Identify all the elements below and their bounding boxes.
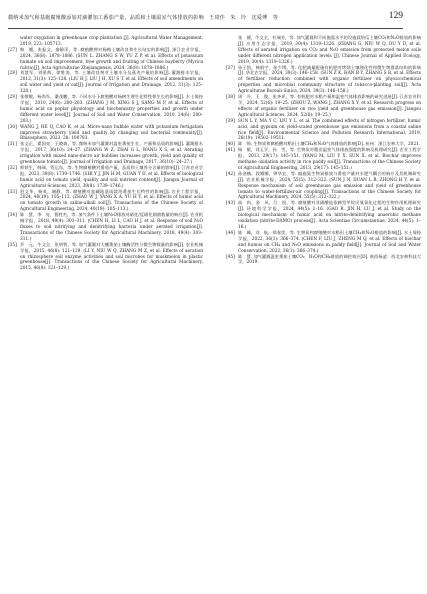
reference-number: [40] [226,142,235,148]
reference-text: 师铁生，韩瑞，管运东，等. 生物腐植酸对番茄产量、品质和土壤养分含量的影响[J]. 江苏农业学报，2023, 39(8): 1739–1746. (SHI Y J, JIN H M, GUAN Y D, et al. Effects of biological humic acid on tomato yield, quality and soil nutrient content[J]. Jiangsu Journal of Agricultural Sciences, 2023, 39(8): 1739–1746.) [20,165,203,189]
reference-entry [8,190,203,214]
reference-text: 韩 娜，张振文，俞静萍，等. 腐植酸钾对杨梅土壤改良和生长结实的影响[J]. 浙江农业学报，2024, 36(8): 1878–1886. (SUN L, ZHANG S W, YU Z P, et al. Effects of potassium humate on soil improvement, tree growth and fruiting of Chinese bayberry (Myrica rubra)[J]. Acta Agriculturae Zhejiangensis, 2024, 36(8): 1878–1886.) [20,47,203,71]
reference-entry [8,213,203,243]
reference-number: [43] [226,201,235,207]
left-column [8,36,203,272]
reference-number: [37] [226,65,235,71]
reference-text: 赵文华，杨英，谢静，等. 腐殖酸对盐碱地基质栽培番茄生长特性的影响[J]. 农业工程学报，2024, 40(19): 105–113. (ZHAO W J, YANG X A, YU H Y, et al. Effects of humic acid on tomato growth in saline-alkali soil[J]. Transactions of the Chinese Society of Agricultural Engineering, 2024, 40(19): 105–113.) [20,189,203,213]
reference-entry [226,66,421,96]
running-header [8,11,403,29]
reference-entry [226,148,421,172]
reference-entry [8,95,203,125]
reference-text: 乔 元，牛文全，张明智，等. 加气灌溉对大棚番茄土壤酶活性与微生物数量的影响[J]. 农业机械学报，2015, 46(8): 121–129. (LI Y, NIU W Q, ZHANG M Z, et al. Effects of aeration on rhizosphere soil enzyme activities and soil microbes for muskmelon in plastic greenhouse[J]. Transactions of the Chinese Society for Agricultural Machinery, 2015, 46(8): 121–129.) [20,242,203,272]
reference-entry [8,166,203,190]
reference-text: 孙子凯，韩炳宇，张少博，等. 化肥减量配施有机肥对烤烟土壤理化性和微生物群落结构的影响[J]. 华北农学报，2024, 39(3): 146–158. (SUN Z K, HAN B Y, ZHANG S B, et al. Effects of fertilizer reduction combined with organic fertilizer on physicochemical properties and microbial community structure of tobacco-planting soil[J]. Acta Agriculturae Boreali-Sinica, 2024, 39(3): 146–158.) [238,65,421,95]
reference-text: WANG J, HE Q, CAO K, et al. Micro-nano bubble water with potassium fertigation improves strawberry yield and quality by changing soil bacterial community[J]. Rhizosphere, 2023, 28: 100783. [20,124,203,142]
reference-entry [226,231,421,255]
running-title: 微纳米加气和基施腐殖酸添加对滴灌加工番茄产量、品质和土壤温室气体排放的影响 王琦佳 朱 玲 沈爱博 等 [8,15,278,21]
reference-list-right [226,66,421,267]
reference-number: [31] [8,142,17,148]
reference-entry [226,255,421,267]
reference-entry [226,95,421,119]
right-column [226,36,421,266]
reference-entry [8,125,203,143]
reference-text: 陈 锦. 生物炭和腐植酸对稻田土壤CH₄和N₂O气体排放的影响[D]. 杭州：浙江农林大学，2021. [238,142,421,148]
reference-number: [33] [8,189,17,195]
reference-text: 陈 慧，李 亮，曹胜杰，等. 加气条件下土壤N₂O排放对硝化/反硝化细菌数量的响应[J]. 农业机械学报，2018, 49(4): 303–311. (CHEN H, LI L, CAO H J, et al. Response of soil N₂O fluxes to soil nitrifying and denitrifying bacteria under aerated irrigation[J]. Transactions of the Chinese Society for Agricultural Machinery, 2018, 49(4): 303–311.) [20,213,203,242]
reference-number: [38] [226,95,235,101]
reference-number: [34] [8,213,17,219]
reference-entry [226,119,421,143]
reference-list-left [8,48,203,272]
reference-number: [28] [8,71,17,77]
reference-entry [8,48,203,72]
reference-number: [30] [8,124,17,130]
reference-entry [226,201,421,231]
reference-number: [35] [8,242,17,248]
reference-number: [42] [226,171,235,177]
reference-text: 陈 慧. 加气灌溉温室番茄土壤CO₂、N₂O和CH₄排放的调控效应[D]. 陕西杨凌：西北农林科技大学，2019. [238,254,421,266]
reference-number: [27] [8,47,17,53]
reference-text: 张敬敏，杨尚军，桑茂鹏，等. 不同水分下腐殖酸对杨树生理生化特性和生长的影响[J]. 水土保持学报，2010, 24(6): 200–203. (ZHANG J M, XING S J, SANG M P, et al. Effects of humic acid on poplar physiology and biochemistry properties and growth under different water level[J]. Journal of Soil and Water Conservation, 2010, 24(6): 200–203.) [20,95,203,124]
reference-text: 杨 敏，刘玉学，孙 雪，等. 生物炭对稻田温室气体排放强度的影响及机理研究[J]. 农业工程学报，2013, 29(17): 145–151. (YANG M, LIU Y X, SUN X, et al. Biochar improves methane oxidation activity in rice paddy soil[J]. Transactions of the Chinese Society of Agricultural Engineering, 2013, 29(17): 145–151.) [238,148,421,171]
reference-text: 周 升，王 俊，张齐祥，等. 有机肥对水稻产量和温室气体排放影响的研究进展[J]. 江苏农业科学，2024, 52(6): 19–25. (ZHOU Z, WANG J, ZHANG X Y, et al. Research progress on effects of organic fertilizer on rice yield and greenhouse gas emission[J]. Jiangsu Agricultural Sciences, 2024, 52(6): 19–25.) [238,95,421,118]
reference-entry [8,243,203,273]
reference-continuation: 张 健，牛文全，杜瑞芳，等. 加气灌溉和不同施氮水平的设施栽培瓜土壤CO₂和N₂O排放的影响[J]. 应用生态学报，2019, 30(4): 1319–1326. (ZHANG G, NIU W Q, DU Y D, et al. Effects of aerated irrigation on CO₂ and N₂O emission from protected melon soils under different nitrogen application levels [J]. Chinese Journal of Applied Ecology, 2019, 30(4): 1319–1326.) [238,36,421,65]
reference-text: 高 冉，金 风，吕 锐，等. 腐殖酸对亚硝酸盐依赖型甲烷厌氧氧化过程的生物作用机理研究[J]. 环境科学学报，2024, 44(5): 1–16. (GAO R, JIN H, LU J, et al. Study on the biological mechanism of humic acid on nitrite-denitrifying anaerobic methane oxidation (nitrite-DAMO) process[J]. Acta Scientiae Circumstantiae, 2024, 44(5): 1–16.) [238,201,421,230]
reference-entry [8,71,203,95]
reference-number: [39] [226,118,235,124]
reference-text: 刘慧军，刘景辉，徐胜涛，等. 土壤改良剂对土壤水分及燕麦产量的影响[J]. 灌溉排水学报，2012, 31(3): 125–128. (LIU H J, LIU J H, XU S T, et al. Effects of soil amendments on soil water and yield of oat[J]. Journal of Irrigation and Drainage, 2012, 31(3): 125–128.) [20,71,203,95]
page-number: 129 [388,11,403,21]
reference-number: [41] [226,148,235,154]
reference-number: [44] [226,230,235,236]
reference-text: 孙金楠，段娜娜，钟华宜，等. 偏施氮生物炭排放与番茄产量对水肥气耦合的响应及其机制研究[J]. 农业机械学报，2024, 55(5): 312–322. (SUN J N, DUAN L B, ZHONG H Y, et al. Response mechanism of soil greenhouse gas emission and yield of greenhouse tomato to water-fertilizer-air coupling[J]. Transactions of the Chinese Society for Agricultural Machinery, 2024, 55(5): 312–322.) [238,171,421,201]
reference-text: SUN L Y, MA Y C, LIU Y L, et al. The combined effects of nitrogen fertilizer, humic acid, and gypsum on yield-scaled greenhouse gas emissions from a coastal saline rice field[J]. Environmental Science and Pollution Research International, 2019, 26(19): 19502–19511. [238,118,421,142]
reference-number: [29] [8,95,17,101]
reference-number: [32] [8,165,17,171]
reference-text: 张文正，翟国亮，王晓森，等. 微纳米加气灌溉对温室番茄生长、产量和品质的影响[J]. 灌溉排水学报，2017, 36(10): 24–27. (ZHANG W Z, ZHAI G L, WANG X S, et al. Aerating irrigation with mixed nano-micro air bubbles increases growth, yield and quality of greenhouse tomato[J]. Journal of Irrigation and Drainage, 2017, 36(10): 24–27.) [20,142,203,166]
reference-text: 陈 峰，刘 航，郑春雷，等. 生物炭和腐殖酸对水稻田土壤CH₄和N₂O排放的影响[J]. 水土保持学报，2022, 36(1): 366–374. (CHEN F, LIU J, ZHENG M Q, et al. Effects of biochar and humus on CH₄ and N₂O emissions in paddy field[J]. Journal of Soil and Water Conservation, 2022, 36(1): 366–374.) [238,230,421,254]
reference-entry [226,172,421,202]
reference-entry [8,142,203,166]
reference-continuation: water oxygation in greenhouse crop plantation [J]. Agricultural Water Management, 2019, 223: 105713. [20,36,203,47]
reference-number: [45] [226,254,235,260]
